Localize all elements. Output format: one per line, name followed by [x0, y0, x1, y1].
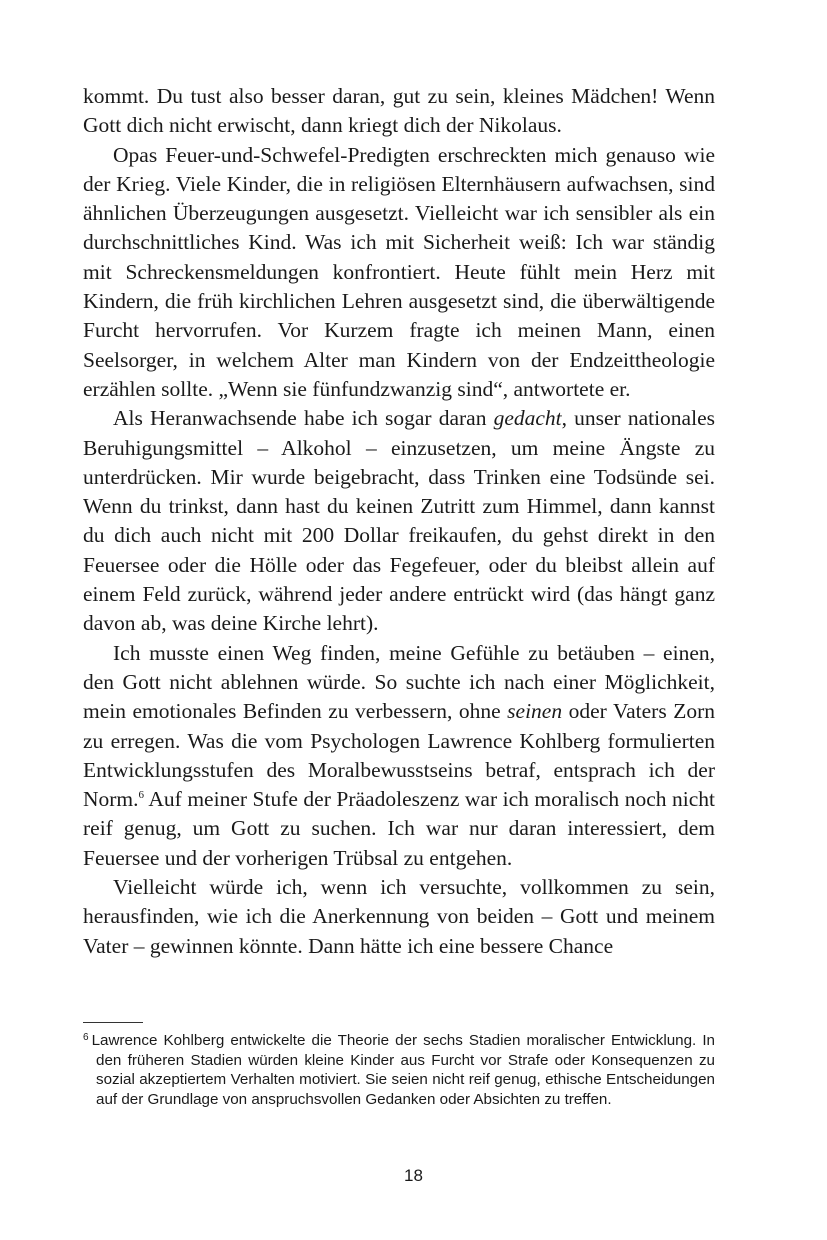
page-body	[83, 82, 715, 961]
paragraph-text: Ich musste einen Weg finden, meine Gefühle zu betäuben – einen, den Gott nicht ablehnen würde. So suchte ich nach einer Möglichkeit, mein emotionales Befinden zu verbessern, ohne	[83, 640, 715, 724]
paragraph	[83, 404, 715, 638]
footnote-divider	[83, 1022, 143, 1023]
footnote-mark: 6	[83, 1032, 89, 1043]
paragraph: kommt. Du tust also besser daran, gut zu sein, kleines Mädchen! Wenn Gott dich nicht erwischt, dann kriegt dich der Nikolaus.	[83, 84, 715, 138]
emphasis-text: seinen	[507, 699, 563, 724]
paragraph: Vielleicht würde ich, wenn ich versuchte, vollkommen zu sein, herausfinden, wie ich die Anerkennung von beiden – Gott und meinem Vater – gewinnen könnte. Dann hätte ich eine bessere Chance	[83, 875, 715, 958]
paragraph-text: Auf meiner Stufe der Präadoleszenz war ich moralisch noch nicht reif genug, um Gott zu suchen. Ich war nur daran interessiert, dem Feuersee und der vorherigen Trübsal zu entgehen.	[83, 787, 715, 870]
footnote	[83, 1028, 715, 1109]
paragraph-text: , unser nationales Beruhigungsmittel – Alkohol – einzusetzen, um meine Ängste zu unterdrücken. Mir wurde beigebracht, dass Trinken eine Todsünde sei. Wenn du trinkst, dann hast du keinen Zutritt zum Himmel, dann kannst du dich auch nicht mit 200 Dollar freikaufen, du gehst direkt in den Feuersee oder die Hölle oder das Fegefeuer, oder du bleibst allein auf einem Feld zurück, während jeder andere entrückt wird (das hängt ganz davon ab, was deine Kirche lehrt).	[83, 406, 715, 636]
body-text	[83, 82, 715, 961]
page-number: 18	[404, 1166, 423, 1185]
paragraph-text: oder Vaters Zorn zu erregen. Was die vom Psychologen Lawrence Kohlberg formulierten Entwicklungsstufen des Moralbewusstseins betraf, entsprach ich der Norm.	[83, 699, 715, 812]
paragraph: Opas Feuer-und-Schwefel-Predigten erschreckten mich genauso wie der Krieg. Viele Kinder, die in religiösen Elternhäusern aufwachsen, sind ähnlichen Überzeugungen ausgesetzt. Vielleicht war ich sensibler als ein durchschnittliches Kind. Was ich mit Sicherheit weiß: Ich war ständig mit Schreckensmeldungen konfrontiert. Heute fühlt mein Herz mit Kindern, die früh kirchlichen Lehren ausgesetzt sind, die überwältigende Furcht hervorrufen. Vor Kurzem fragte ich meinen Mann, einen Seelsorger, in welchem Alter man Kindern von der Endzeittheologie erzählen sollte. „Wenn sie fünfundzwanzig sind“, antwortete er.	[83, 142, 715, 401]
emphasis-text: gedacht	[493, 406, 562, 431]
footnote-reference[interactable]: 6	[138, 789, 145, 802]
footnote-body	[83, 1028, 715, 1109]
paragraph-text: Als Heranwachsende habe ich sogar daran	[113, 406, 494, 431]
footnote-text: Lawrence Kohlberg entwickelte die Theorie der sechs Stadien moralischer Entwicklung. In den früheren Stadien würden kleine Kinder aus Furcht vor Strafe oder Konsequenzen zu sozial akzeptiertem Verhalten motiviert. Sie seien nicht reif genug, ethische Entscheidungen auf der Grundlage von anspruchsvollen Gedanken oder Absichten zu treffen.	[91, 1032, 715, 1108]
paragraph	[83, 639, 715, 873]
